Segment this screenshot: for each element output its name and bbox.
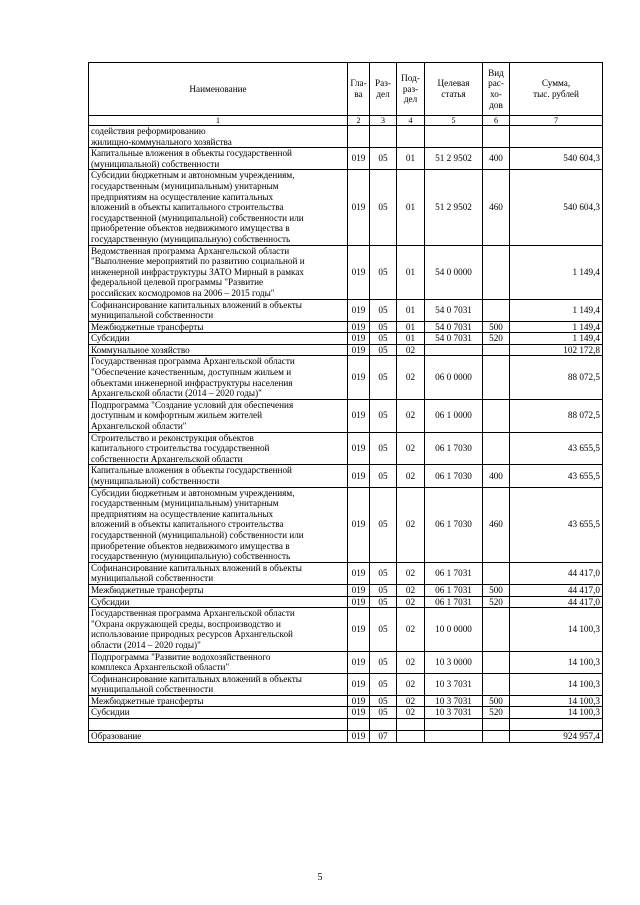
cell-name: Субсидии	[89, 596, 348, 608]
cell-vid: 500	[483, 695, 510, 707]
cell-name: Субсидии	[89, 333, 348, 345]
cell-name: Капитальные вложения в объекты государственной (муниципальной) собственности	[89, 148, 348, 170]
cell-glava	[348, 719, 370, 731]
cell-podrazdel: 02	[397, 356, 425, 399]
cell-name: Строительство и реконструкция объектов капитального строительства государственной собственности Архангельской области	[89, 432, 348, 465]
cell-razdel	[370, 126, 397, 148]
cell-name: Субсидии	[89, 707, 348, 719]
cell-statya: 06 1 7031	[425, 584, 483, 596]
cell-razdel: 05	[370, 673, 397, 695]
cell-podrazdel: 02	[397, 596, 425, 608]
column-number: 6	[483, 116, 510, 126]
cell-podrazdel: 01	[397, 333, 425, 345]
table-row	[89, 487, 603, 562]
cell-summa: 924 957,4	[510, 731, 603, 743]
cell-statya	[425, 731, 483, 743]
cell-summa: 14 100,3	[510, 608, 603, 651]
cell-statya: 54 0 7031	[425, 333, 483, 345]
cell-summa	[510, 126, 603, 148]
cell-summa: 540 604,3	[510, 148, 603, 170]
table-row	[89, 344, 603, 356]
cell-statya: 06 0 0000	[425, 356, 483, 399]
cell-vid	[483, 356, 510, 399]
cell-razdel: 05	[370, 299, 397, 321]
table-body	[89, 126, 603, 743]
table-row	[89, 170, 603, 245]
table-row	[89, 245, 603, 299]
cell-razdel: 05	[370, 596, 397, 608]
cell-summa: 44 417,0	[510, 584, 603, 596]
cell-glava: 019	[348, 148, 370, 170]
header-summa: Сумма, тыс. рублей	[510, 63, 603, 116]
cell-vid: 500	[483, 584, 510, 596]
cell-name: Софинансирование капитальных вложений в объекты муниципальной собственности	[89, 299, 348, 321]
cell-glava: 019	[348, 333, 370, 345]
cell-statya: 06 1 7030	[425, 465, 483, 487]
cell-name: Субсидии бюджетным и автономным учреждениям, государственным (муниципальным) унитарным предприятиям на осуществление капитальных вложений в объекты капитального строительства государственной (муниципальной) собственности или приобретение объектов недвижимого имущества в государственную (муниципальную) собственность	[89, 487, 348, 562]
cell-name: Межбюджетные трансферты	[89, 321, 348, 333]
cell-statya: 54 0 7031	[425, 299, 483, 321]
cell-podrazdel: 02	[397, 695, 425, 707]
column-number: 4	[397, 116, 425, 126]
cell-razdel: 05	[370, 562, 397, 584]
cell-glava: 019	[348, 651, 370, 673]
cell-summa: 1 149,4	[510, 321, 603, 333]
cell-vid	[483, 432, 510, 465]
cell-name: Ведомственная программа Архангельской области "Выполнение мероприятий по развитию социальной и инженерной инфраструктуры ЗАТО Мирный в рамках федеральной целевой программы "Развитие российских космодромов на 2006 – 2015 годы"	[89, 245, 348, 299]
cell-glava: 019	[348, 399, 370, 432]
cell-statya: 51 2 9502	[425, 148, 483, 170]
cell-razdel: 05	[370, 707, 397, 719]
table-row	[89, 608, 603, 651]
header-vid: Вид рас- хо- дов	[483, 63, 510, 116]
cell-name: Образование	[89, 731, 348, 743]
cell-razdel: 05	[370, 245, 397, 299]
cell-vid	[483, 562, 510, 584]
table-row	[89, 333, 603, 345]
budget-table	[88, 62, 603, 743]
cell-podrazdel	[397, 731, 425, 743]
cell-statya	[425, 719, 483, 731]
cell-summa: 14 100,3	[510, 707, 603, 719]
cell-summa: 14 100,3	[510, 695, 603, 707]
cell-summa: 1 149,4	[510, 299, 603, 321]
table-row	[89, 356, 603, 399]
cell-razdel: 05	[370, 608, 397, 651]
cell-podrazdel: 02	[397, 562, 425, 584]
cell-podrazdel: 02	[397, 432, 425, 465]
cell-summa: 43 655,5	[510, 465, 603, 487]
cell-glava: 019	[348, 321, 370, 333]
cell-glava: 019	[348, 487, 370, 562]
cell-vid	[483, 608, 510, 651]
cell-name: Капитальные вложения в объекты государственной (муниципальной) собственности	[89, 465, 348, 487]
cell-podrazdel: 02	[397, 673, 425, 695]
column-number: 5	[425, 116, 483, 126]
cell-vid: 500	[483, 321, 510, 333]
cell-name: содействия реформированию жилищно-коммунального хозяйства	[89, 126, 348, 148]
cell-glava: 019	[348, 344, 370, 356]
cell-glava: 019	[348, 731, 370, 743]
table-row	[89, 432, 603, 465]
cell-statya: 06 1 7030	[425, 432, 483, 465]
table-header-row	[89, 63, 603, 116]
cell-podrazdel: 01	[397, 148, 425, 170]
cell-statya: 06 1 0000	[425, 399, 483, 432]
cell-vid	[483, 344, 510, 356]
column-number: 3	[370, 116, 397, 126]
cell-vid: 460	[483, 170, 510, 245]
cell-vid	[483, 731, 510, 743]
table-row	[89, 731, 603, 743]
table-row	[89, 719, 603, 731]
cell-name: Государственная программа Архангельской области "Охрана окружающей среды, воспроизводство и использование природных ресурсов Архангельской области (2014 – 2020 годы)"	[89, 608, 348, 651]
cell-glava: 019	[348, 465, 370, 487]
cell-razdel	[370, 719, 397, 731]
cell-summa: 88 072,5	[510, 399, 603, 432]
cell-glava: 019	[348, 299, 370, 321]
header-razdel: Раз- дел	[370, 63, 397, 116]
column-number: 1	[89, 116, 348, 126]
cell-podrazdel: 01	[397, 245, 425, 299]
table-row	[89, 695, 603, 707]
table-row	[89, 596, 603, 608]
cell-vid: 520	[483, 596, 510, 608]
cell-glava: 019	[348, 584, 370, 596]
cell-summa: 540 604,3	[510, 170, 603, 245]
cell-summa: 102 172,8	[510, 344, 603, 356]
cell-statya	[425, 344, 483, 356]
cell-vid	[483, 719, 510, 731]
cell-razdel: 05	[370, 651, 397, 673]
cell-razdel: 05	[370, 399, 397, 432]
cell-glava	[348, 126, 370, 148]
table-row	[89, 673, 603, 695]
cell-statya: 10 3 7031	[425, 673, 483, 695]
cell-summa: 1 149,4	[510, 245, 603, 299]
document-page	[88, 62, 602, 743]
cell-vid	[483, 299, 510, 321]
cell-summa: 88 072,5	[510, 356, 603, 399]
cell-statya: 10 3 7031	[425, 695, 483, 707]
cell-statya: 06 1 7030	[425, 487, 483, 562]
cell-razdel: 05	[370, 148, 397, 170]
cell-glava: 019	[348, 695, 370, 707]
cell-statya: 10 3 0000	[425, 651, 483, 673]
cell-summa	[510, 719, 603, 731]
cell-statya: 06 1 7031	[425, 596, 483, 608]
column-number: 2	[348, 116, 370, 126]
cell-podrazdel: 01	[397, 299, 425, 321]
header-statya: Целевая статья	[425, 63, 483, 116]
page-number: 5	[317, 872, 323, 883]
cell-glava: 019	[348, 170, 370, 245]
cell-name: Софинансирование капитальных вложений в объекты муниципальной собственности	[89, 562, 348, 584]
cell-statya: 10 0 0000	[425, 608, 483, 651]
cell-statya	[425, 126, 483, 148]
cell-name: Коммунальное хозяйство	[89, 344, 348, 356]
cell-razdel: 05	[370, 465, 397, 487]
table-row	[89, 148, 603, 170]
table-row	[89, 399, 603, 432]
cell-glava: 019	[348, 608, 370, 651]
cell-vid	[483, 399, 510, 432]
cell-glava: 019	[348, 245, 370, 299]
cell-vid	[483, 673, 510, 695]
cell-glava: 019	[348, 562, 370, 584]
cell-podrazdel: 02	[397, 608, 425, 651]
cell-name: Подпрограмма "Создание условий для обеспечения доступным и комфортным жильем жителей Архангельской области"	[89, 399, 348, 432]
header-name: Наименование	[89, 63, 348, 116]
cell-name: Софинансирование капитальных вложений в объекты муниципальной собственности	[89, 673, 348, 695]
cell-statya: 54 0 0000	[425, 245, 483, 299]
cell-summa: 43 655,5	[510, 487, 603, 562]
cell-glava: 019	[348, 596, 370, 608]
cell-glava: 019	[348, 356, 370, 399]
cell-podrazdel: 02	[397, 707, 425, 719]
cell-name: Межбюджетные трансферты	[89, 584, 348, 596]
table-row	[89, 126, 603, 148]
table-row	[89, 465, 603, 487]
cell-glava: 019	[348, 673, 370, 695]
cell-glava: 019	[348, 432, 370, 465]
cell-vid	[483, 245, 510, 299]
cell-name: Государственная программа Архангельской области "Обеспечение качественным, доступным жильем и объектами инженерной инфраструктуры населения Архангельской области (2014 – 2020 годы)"	[89, 356, 348, 399]
cell-name: Подпрограмма "Развитие водохозяйственного комплекса Архангельской области"	[89, 651, 348, 673]
cell-razdel: 05	[370, 356, 397, 399]
cell-name: Субсидии бюджетным и автономным учреждениям, государственным (муниципальным) унитарным предприятиям на осуществление капитальных вложений в объекты капитального строительства государственной (муниципальной) собственности или приобретение объектов недвижимого имущества в государственную (муниципальную) собственность	[89, 170, 348, 245]
cell-razdel: 05	[370, 344, 397, 356]
cell-podrazdel: 02	[397, 651, 425, 673]
cell-glava: 019	[348, 707, 370, 719]
cell-name	[89, 719, 348, 731]
cell-summa: 43 655,5	[510, 432, 603, 465]
column-number-row	[89, 116, 603, 126]
cell-razdel: 05	[370, 584, 397, 596]
cell-razdel: 05	[370, 487, 397, 562]
cell-statya: 10 3 7031	[425, 707, 483, 719]
cell-podrazdel: 02	[397, 487, 425, 562]
cell-summa: 44 417,0	[510, 596, 603, 608]
cell-name: Межбюджетные трансферты	[89, 695, 348, 707]
cell-razdel: 05	[370, 695, 397, 707]
cell-vid: 400	[483, 148, 510, 170]
cell-summa: 1 149,4	[510, 333, 603, 345]
cell-statya: 54 0 7031	[425, 321, 483, 333]
table-row	[89, 299, 603, 321]
cell-vid: 520	[483, 707, 510, 719]
cell-vid	[483, 651, 510, 673]
cell-razdel: 07	[370, 731, 397, 743]
cell-razdel: 05	[370, 321, 397, 333]
cell-statya: 06 1 7031	[425, 562, 483, 584]
cell-podrazdel	[397, 126, 425, 148]
cell-podrazdel: 02	[397, 399, 425, 432]
cell-summa: 44 417,0	[510, 562, 603, 584]
header-glava: Гла- ва	[348, 63, 370, 116]
cell-statya: 51 2 9502	[425, 170, 483, 245]
cell-podrazdel: 02	[397, 344, 425, 356]
header-podrazdel: Под- раз- дел	[397, 63, 425, 116]
column-number: 7	[510, 116, 603, 126]
cell-summa: 14 100,3	[510, 651, 603, 673]
table-row	[89, 562, 603, 584]
table-row	[89, 651, 603, 673]
cell-summa: 14 100,3	[510, 673, 603, 695]
cell-vid: 400	[483, 465, 510, 487]
cell-podrazdel: 01	[397, 321, 425, 333]
cell-vid	[483, 126, 510, 148]
cell-razdel: 05	[370, 432, 397, 465]
table-row	[89, 707, 603, 719]
cell-podrazdel: 01	[397, 170, 425, 245]
table-row	[89, 321, 603, 333]
cell-podrazdel	[397, 719, 425, 731]
cell-razdel: 05	[370, 333, 397, 345]
cell-razdel: 05	[370, 170, 397, 245]
cell-vid: 460	[483, 487, 510, 562]
table-row	[89, 584, 603, 596]
cell-vid: 520	[483, 333, 510, 345]
cell-podrazdel: 02	[397, 584, 425, 596]
cell-podrazdel: 02	[397, 465, 425, 487]
